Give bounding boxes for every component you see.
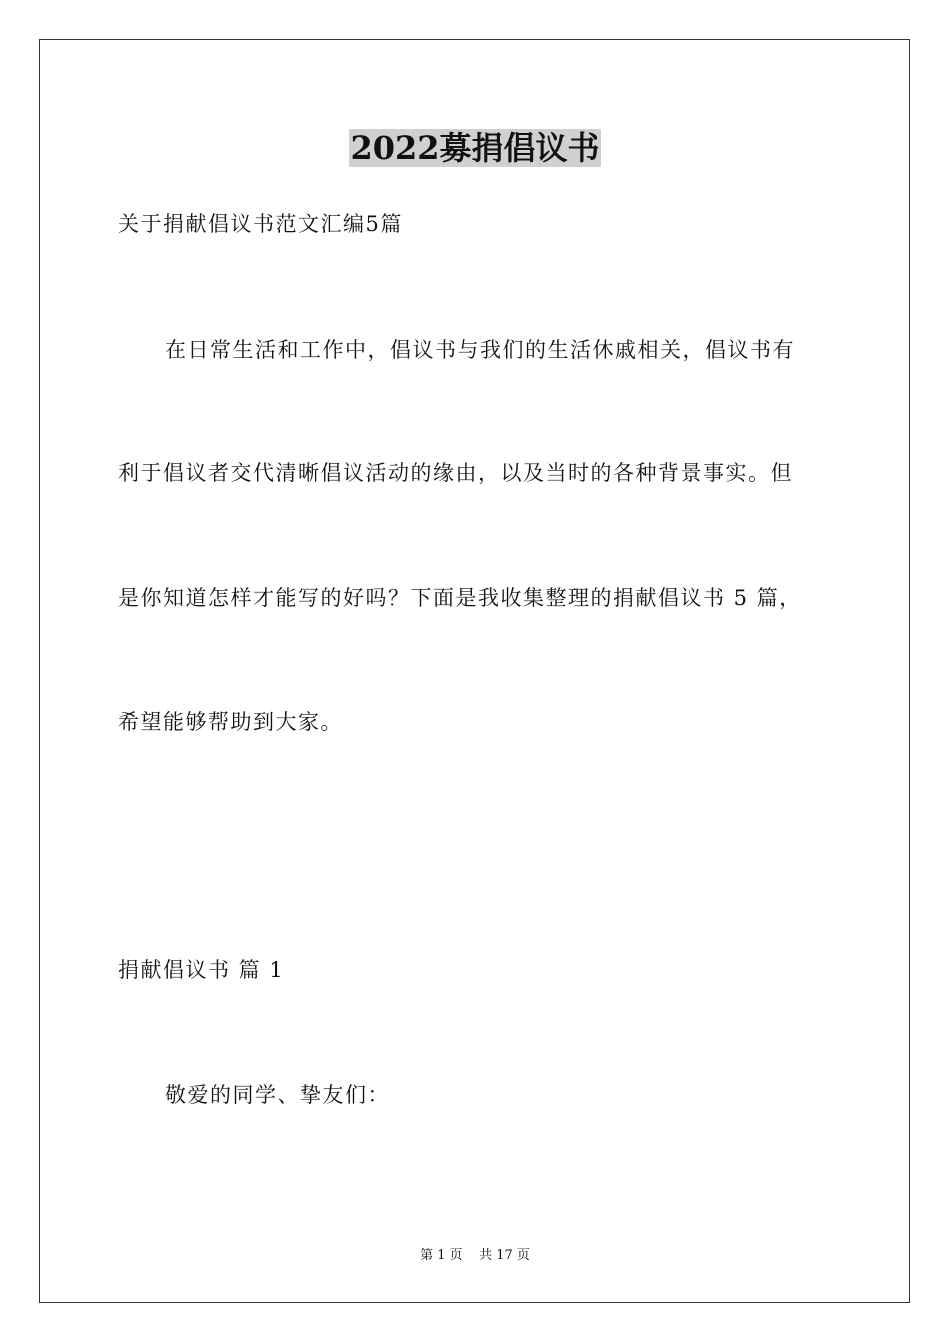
page-footer: 第 1 页 共 17 页 [420,1248,530,1263]
salutation: 敬爱的同学、挚友们： [165,1083,390,1107]
intro-line-4: 希望能够帮助到大家。 [118,710,343,734]
document-subtitle: 关于捐献倡议书范文汇编5篇 [118,212,403,236]
document-title-text: 2022募捐倡议书 [350,129,600,167]
intro-line-2: 利于倡议者交代清晰倡议活动的缘由，以及当时的各种背景事实。但 [118,461,793,485]
intro-line-1: 在日常生活和工作中，倡议书与我们的生活休戚相关，倡议书有 [165,338,795,362]
document-title [0,128,950,168]
intro-line-3: 是你知道怎样才能写的好吗？下面是我收集整理的捐献倡议书 5 篇， [118,586,802,610]
section-heading: 捐献倡议书 篇 1 [118,958,285,982]
